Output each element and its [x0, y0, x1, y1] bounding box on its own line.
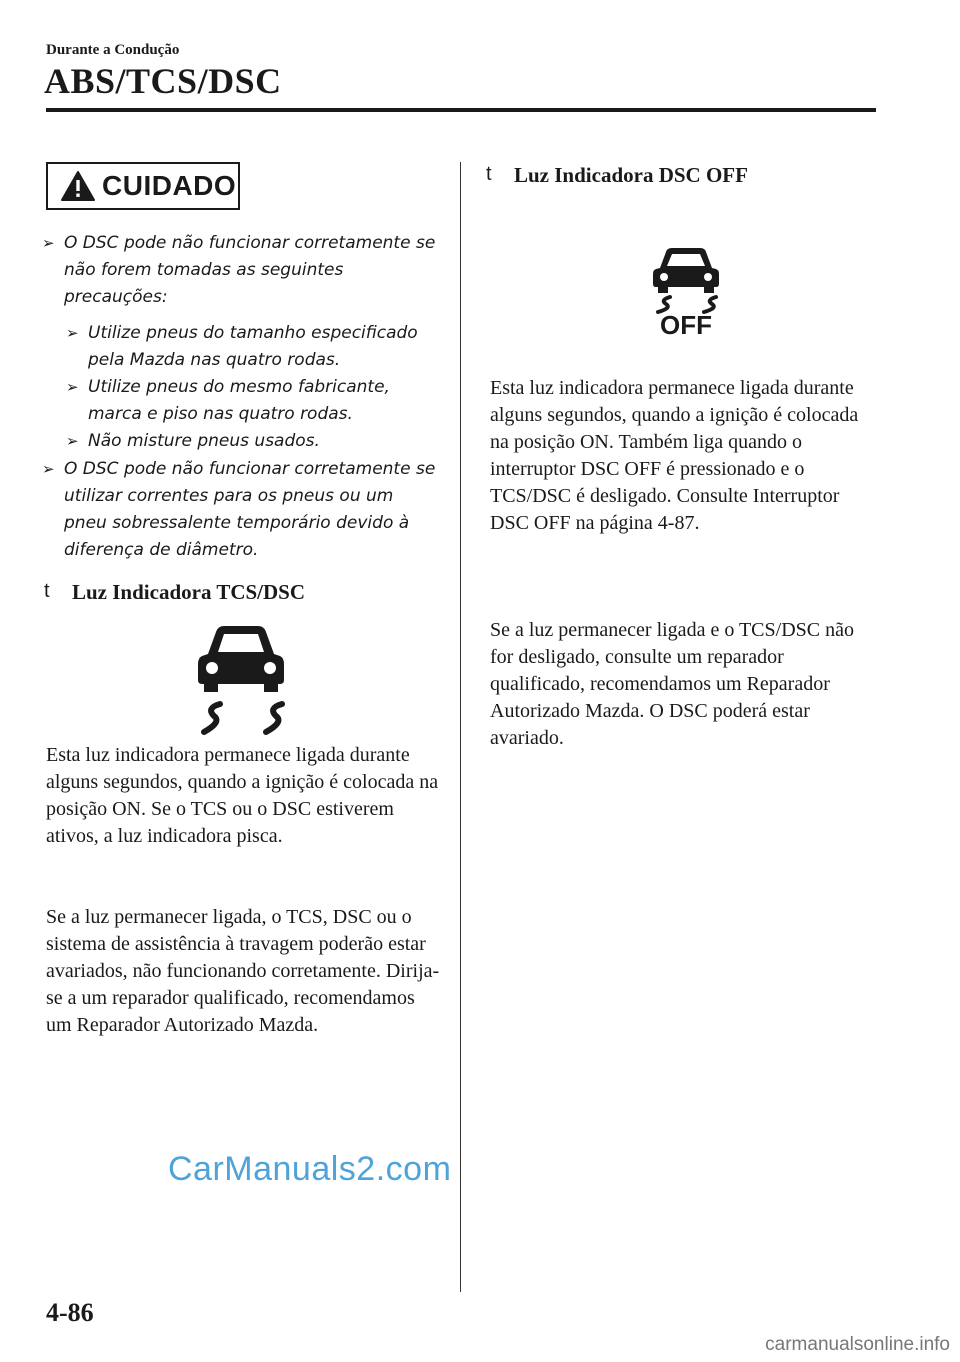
page-title: ABS/TCS/DSC [44, 61, 282, 101]
caution-box [46, 162, 240, 210]
dsc-off-paragraph-2: Se a luz permanecer ligada e o TCS/DSC não for desligado, consulte um reparador qualificado, recomendamos um Reparador Autorizado Mazda. O DSC poderá estar avariado. [490, 619, 854, 749]
section-label: Durante a Condução [46, 42, 180, 58]
caution-subitem: ➢ Não misture pneus usados. [88, 428, 440, 455]
arrow-bullet-icon: ➢ [66, 378, 79, 396]
section-bullet: t [486, 163, 492, 185]
footer-url[interactable]: carmanualsonline.info [765, 1334, 950, 1355]
caution-subitem: ➢ Utilize pneus do mesmo fabricante, marca e piso nas quatro rodas. [88, 374, 440, 428]
caution-item: ➢ O DSC pode não funcionar corretamente se não forem tomadas as seguintes precauções: [64, 230, 436, 311]
warning-triangle-icon [60, 170, 96, 202]
dsc-off-heading: t Luz Indicadora DSC OFF [486, 163, 748, 187]
dsc-off-icon [636, 244, 736, 336]
arrow-bullet-icon: ➢ [66, 432, 79, 450]
caution-item: ➢ O DSC pode não funcionar corretamente se utilizar correntes para os pneus ou um pneu sobressalente temporário devido à diferença de diâmetro. [64, 456, 438, 564]
dsc-off-paragraph-1: Esta luz indicadora permanece ligada durante alguns segundos, quando a ignição é colocada na posição ON. Também liga quando o interruptor DSC OFF é pressionado e o TCS/DSC é desligado. Consulte Interruptor DSC OFF na página 4-87. [490, 377, 859, 534]
caution-label: CUIDADO [102, 170, 237, 201]
tcs-paragraph-1: Esta luz indicadora permanece ligada durante alguns segundos, quando a ignição é colocada na posição ON. Se o TCS ou o DSC estiverem ativos, a luz indicadora pisca. [46, 744, 439, 847]
title-rule [46, 108, 876, 112]
skidding-car-icon [186, 618, 296, 738]
arrow-bullet-icon: ➢ [42, 460, 55, 478]
watermark: CarManuals2.com [168, 1150, 452, 1188]
dsc-off-icon-text: OFF [660, 310, 712, 336]
tcs-dsc-heading: t Luz Indicadora TCS/DSC [44, 580, 306, 604]
caution-subitem: ➢ Utilize pneus do tamanho especificado pela Mazda nas quatro rodas. [88, 320, 440, 374]
arrow-bullet-icon: ➢ [66, 324, 79, 342]
column-divider [460, 162, 461, 1292]
arrow-bullet-icon: ➢ [42, 234, 55, 252]
section-bullet: t [44, 580, 50, 602]
tcs-paragraph-2: Se a luz permanecer ligada, o TCS, DSC ou o sistema de assistência à travagem poderão estar avariados, não funcionando corretamente. Dirija-se a um reparador qualificado, recomendamos um Reparador Autorizado Mazda. [46, 906, 440, 1036]
page-number: 4-86 [46, 1298, 94, 1327]
